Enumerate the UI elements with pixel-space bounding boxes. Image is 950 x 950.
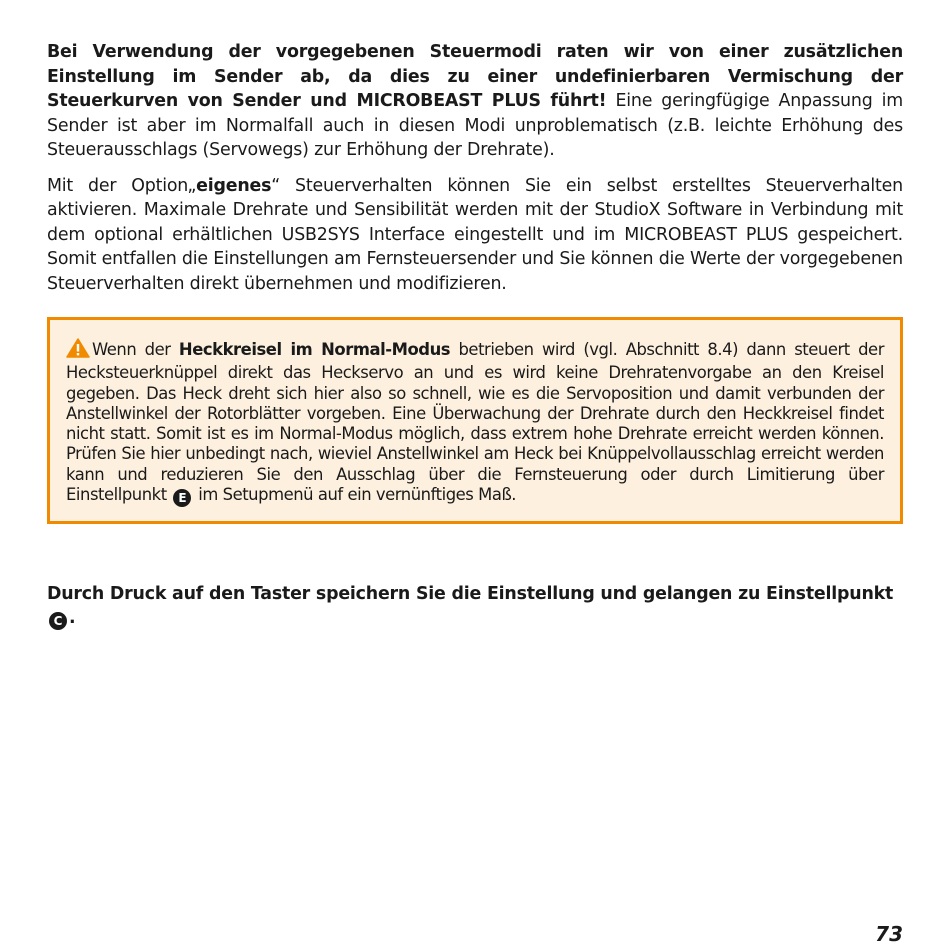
warning-text-post: im Setupmenü auf ein vernünftiges Maß. (193, 485, 517, 505)
bold-warning-text: Bei Verwendung der vorgegebenen Steuermodi raten wir von einer zusätzlichen Einstellung im Sender ab, da dies zu einer undefinierbaren Vermischung der Steuerkurven von Sender und MICROBEAST PLUS führt! (47, 42, 903, 111)
setup-point-e-icon: E (173, 489, 191, 507)
warning-text-pre: Wenn der (92, 340, 179, 359)
warning-text: betrieben wird (vgl. Abschnitt 8.4) dann steuert der Hecksteuerknüppel direkt das Heckservo an und es wird keine Drehratenvorgabe an den Kreisel gegeben. Das Heck dreht sich hier also so schnell, wie es die Servoposition und damit verbunden der Anstellwinkel der Rotorblätter vorgeben. Eine Überwachung der Drehrate durch den Heckkreisel findet nicht statt. Somit ist es im Normal-Modus möglich, dass extrem hohe Drehrate erreicht werden können. Prüfen Sie hier unbedingt nach, wieviel Anstellwinkel am Heck bei Knüppelvollausschlag erreicht werden kann und reduzieren Sie den Ausschlag über die Fernsteuerung oder durch Limitierung über Einstellpunkt (66, 340, 884, 505)
option-eigenes: eigenes (196, 175, 272, 196)
paragraph-eigenes (47, 174, 903, 297)
paragraph-steuermodi (47, 40, 903, 163)
page-number: 73 (875, 922, 903, 946)
final-end: . (69, 608, 76, 628)
final-text: Durch Druck auf den Taster speichern Sie die Einstellung und gelangen zu Einstellpunkt (47, 584, 894, 604)
paragraph-text-pre: Mit der Option„ (47, 175, 197, 196)
paragraph-text-post: “ Steuerverhalten können Sie ein selbst erstelltes Steuerverhalten aktivieren. Maximale Drehrate und Sensibilität werden mit der StudioX Software in Verbindung mit dem optional erhältlichen USB2SYS Interface eingestellt und im MICROBEAST PLUS gespeichert. Somit entfallen die Einstellungen am Fernsteuersender und Sie können die Werte der vorgegebenen Steuerverhalten direkt übernehmen und modifizieren. (47, 175, 903, 294)
setup-point-c-icon: C (49, 612, 67, 630)
warning-box (47, 317, 903, 524)
warning-bold-term: Heckkreisel im Normal-Modus (178, 340, 451, 359)
page-content (47, 40, 903, 524)
final-instruction (47, 582, 903, 630)
warning-triangle-icon (66, 338, 90, 363)
paragraph-text: Eine geringfügige Anpassung im Sender ist aber im Normalfall auch in diesen Modi unproblematisch (z.B. leichte Erhöhung des Steuerausschlags (Servowegs) zur Erhöhung der Drehrate). (47, 91, 903, 160)
